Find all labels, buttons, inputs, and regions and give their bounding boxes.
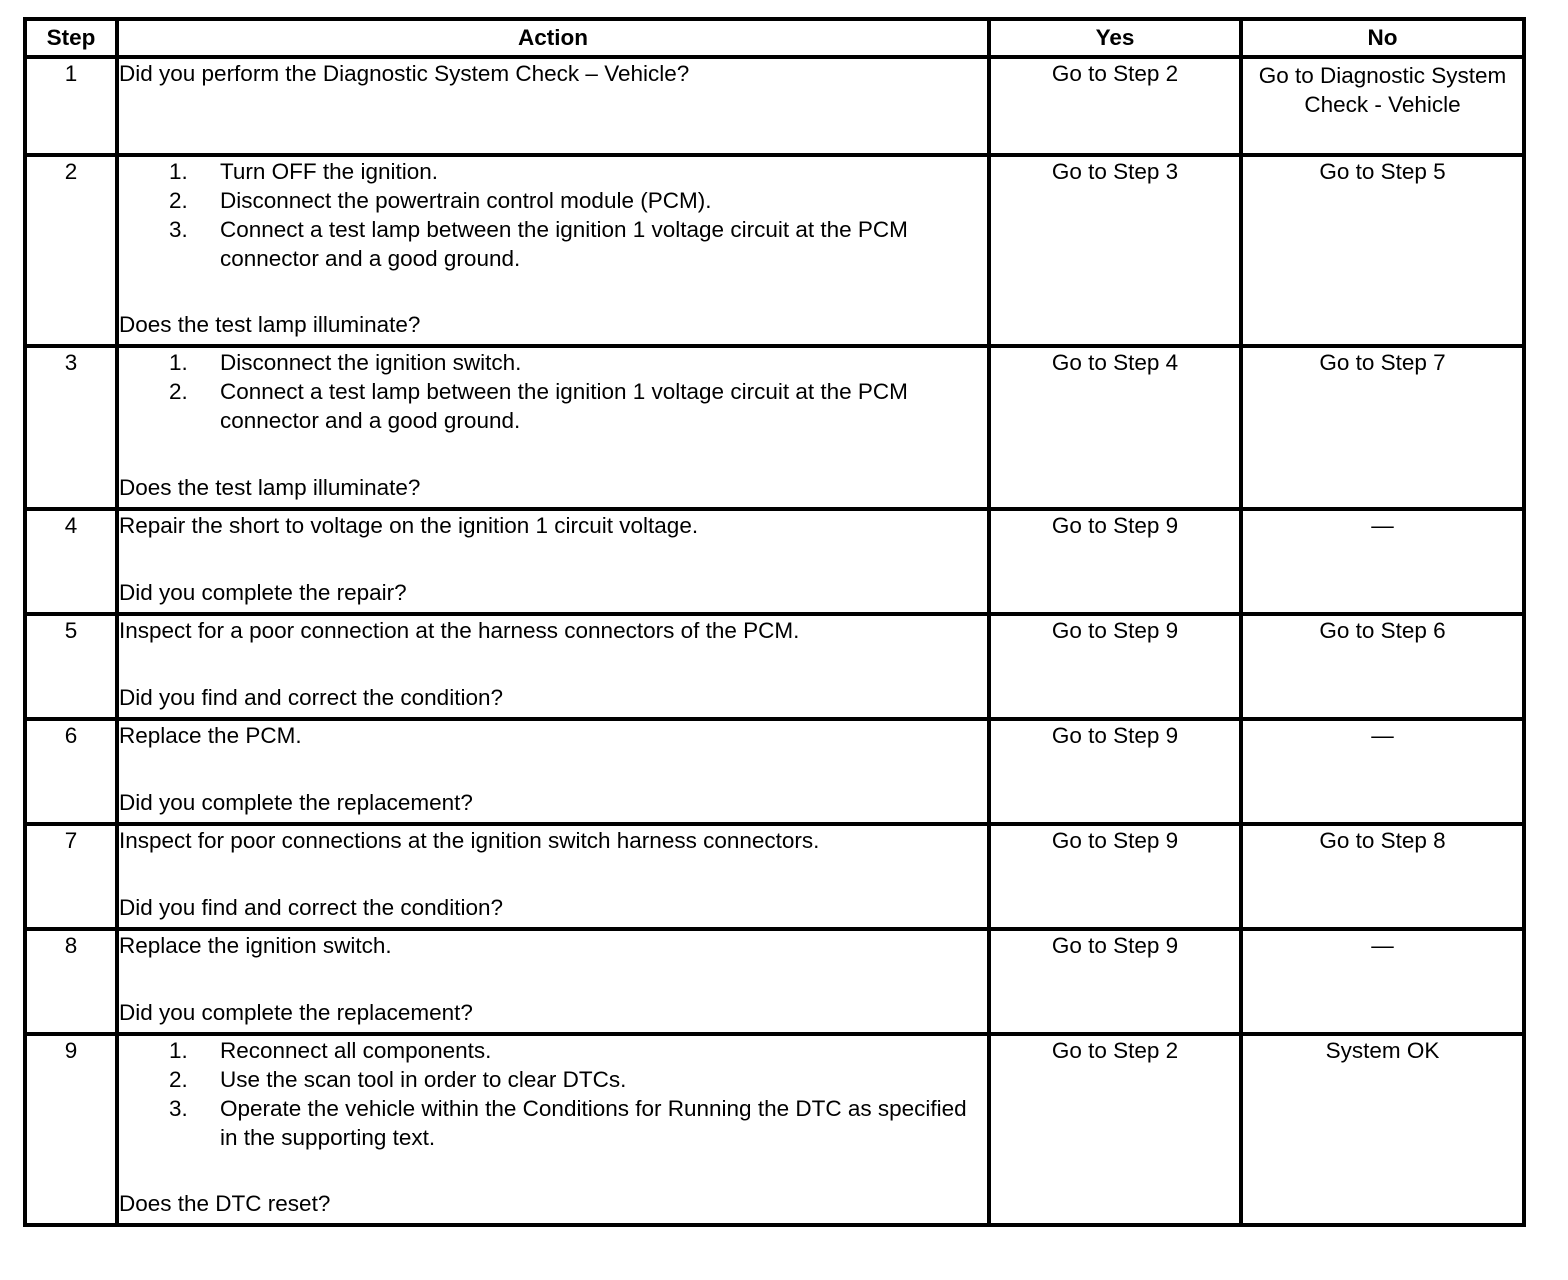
procedure-item-text: Operate the vehicle within the Conditions for Running the DTC as specified in the supporting text. [220, 1096, 967, 1150]
action-question: Does the test lamp illuminate? [119, 312, 421, 337]
step-number: 9 [25, 1034, 117, 1225]
header-row [25, 19, 1524, 57]
procedure-list [119, 348, 987, 435]
action-cell [117, 1034, 989, 1225]
yes-result: Go to Step 3 [989, 155, 1241, 346]
yes-result: Go to Step 4 [989, 346, 1241, 509]
procedure-item [119, 1065, 987, 1094]
procedure-item-number: 2. [169, 1067, 188, 1092]
procedure-item-text: Connect a test lamp between the ignition 1 voltage circuit at the PCM connector and a good ground. [220, 217, 908, 271]
procedure-item [119, 377, 987, 435]
action-cell [117, 346, 989, 509]
action-text: Repair the short to voltage on the ignition 1 circuit voltage. [119, 513, 699, 538]
no-result: — [1241, 929, 1524, 1034]
table-row [25, 1034, 1524, 1225]
table-row [25, 929, 1524, 1034]
action-text: Replace the PCM. [119, 723, 302, 748]
step-number: 4 [25, 509, 117, 614]
header-step: Step [25, 19, 117, 57]
action-question: Does the DTC reset? [119, 1191, 331, 1216]
action-text: Did you perform the Diagnostic System Check – Vehicle? [119, 61, 690, 86]
action-cell [117, 155, 989, 346]
yes-result: Go to Step 9 [989, 614, 1241, 719]
action-text: Inspect for a poor connection at the harness connectors of the PCM. [119, 618, 800, 643]
table-row [25, 57, 1524, 155]
procedure-item [119, 1036, 987, 1065]
action-text: Inspect for poor connections at the ignition switch harness connectors. [119, 828, 820, 853]
step-number: 6 [25, 719, 117, 824]
table-row [25, 614, 1524, 719]
procedure-item-number: 3. [169, 217, 188, 242]
yes-result: Go to Step 2 [989, 1034, 1241, 1225]
action-cell [117, 824, 989, 929]
action-cell [117, 719, 989, 824]
table-row [25, 719, 1524, 824]
procedure-item [119, 1094, 987, 1152]
procedure-item [119, 186, 987, 215]
action-text: Replace the ignition switch. [119, 933, 392, 958]
header-no: No [1241, 19, 1524, 57]
step-number: 3 [25, 346, 117, 509]
procedure-item-number: 1. [169, 350, 188, 375]
no-result: Go to Step 6 [1241, 614, 1524, 719]
action-cell [117, 929, 989, 1034]
procedure-item [119, 215, 987, 273]
step-number: 1 [25, 57, 117, 155]
yes-result: Go to Step 9 [989, 929, 1241, 1034]
procedure-item-number: 1. [169, 1038, 188, 1063]
procedure-item [119, 348, 987, 377]
procedure-item-text: Disconnect the ignition switch. [220, 350, 522, 375]
header-yes: Yes [989, 19, 1241, 57]
procedure-item-number: 2. [169, 188, 188, 213]
procedure-item-text: Turn OFF the ignition. [220, 159, 439, 184]
table-row [25, 155, 1524, 346]
no-result: — [1241, 719, 1524, 824]
step-number: 8 [25, 929, 117, 1034]
action-question: Did you find and correct the condition? [119, 685, 503, 710]
yes-result: Go to Step 9 [989, 509, 1241, 614]
no-result: Go to Diagnostic System Check - Vehicle [1241, 57, 1524, 155]
table-row [25, 509, 1524, 614]
step-number: 2 [25, 155, 117, 346]
action-cell [117, 57, 989, 155]
diagnostic-table [23, 17, 1526, 1227]
no-result: Go to Step 8 [1241, 824, 1524, 929]
action-question: Did you find and correct the condition? [119, 895, 503, 920]
procedure-item-text: Disconnect the powertrain control module (PCM). [220, 188, 712, 213]
procedure-item [119, 157, 987, 186]
action-question: Does the test lamp illuminate? [119, 475, 421, 500]
yes-result: Go to Step 2 [989, 57, 1241, 155]
procedure-list [119, 157, 987, 273]
procedure-item-number: 2. [169, 379, 188, 404]
procedure-list [119, 1036, 987, 1152]
action-cell [117, 509, 989, 614]
procedure-item-number: 3. [169, 1096, 188, 1121]
yes-result: Go to Step 9 [989, 824, 1241, 929]
action-question: Did you complete the repair? [119, 580, 407, 605]
no-result: Go to Step 5 [1241, 155, 1524, 346]
action-question: Did you complete the replacement? [119, 1000, 473, 1025]
no-result: — [1241, 509, 1524, 614]
step-number: 7 [25, 824, 117, 929]
table-row [25, 346, 1524, 509]
no-result: System OK [1241, 1034, 1524, 1225]
yes-result: Go to Step 9 [989, 719, 1241, 824]
header-action: Action [117, 19, 989, 57]
procedure-item-number: 1. [169, 159, 188, 184]
action-question: Did you complete the replacement? [119, 790, 473, 815]
step-number: 5 [25, 614, 117, 719]
procedure-item-text: Use the scan tool in order to clear DTCs. [220, 1067, 627, 1092]
procedure-item-text: Reconnect all components. [220, 1038, 492, 1063]
action-cell [117, 614, 989, 719]
procedure-item-text: Connect a test lamp between the ignition 1 voltage circuit at the PCM connector and a good ground. [220, 379, 908, 433]
table-row [25, 824, 1524, 929]
no-result: Go to Step 7 [1241, 346, 1524, 509]
